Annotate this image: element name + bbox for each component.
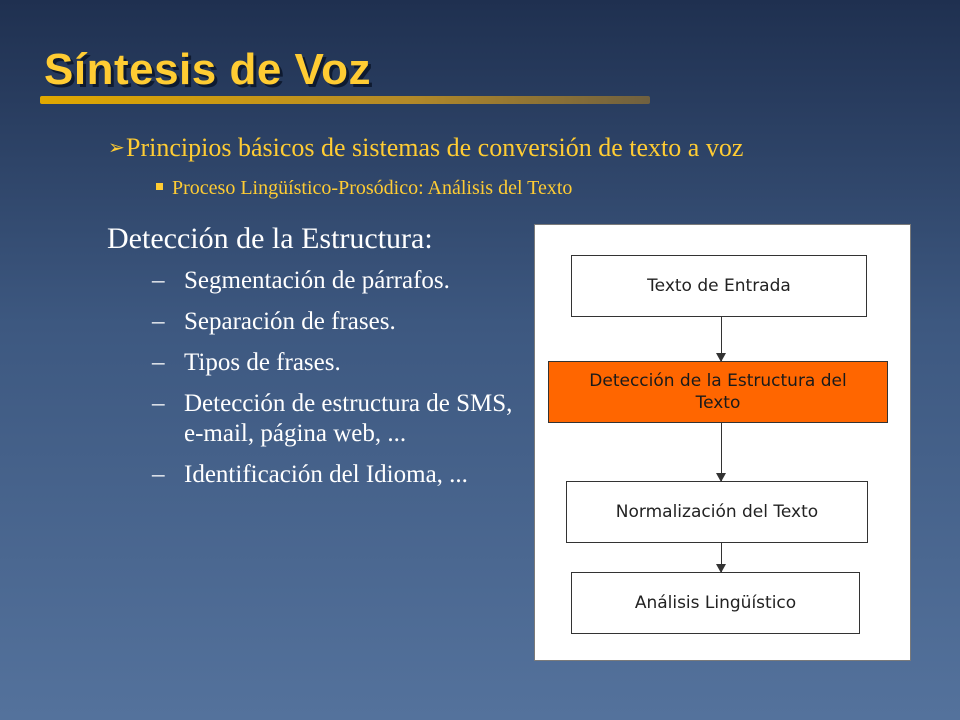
detection-list <box>152 266 522 501</box>
node-deteccion-estructura: Detección de la Estructura del Texto <box>548 361 888 423</box>
list-item: – Identificación del Idioma, ... <box>152 461 468 488</box>
sub-bullet-text: Proceso Lingüístico-Prosódico: Análisis del Texto <box>172 177 573 199</box>
list-item: – Tipos de frases. <box>152 349 341 376</box>
arrow-1 <box>721 317 722 361</box>
flow-diagram <box>534 224 911 661</box>
section-heading: Detección de la Estructura: <box>107 222 433 255</box>
arrow-3 <box>721 543 722 572</box>
slide-title: Síntesis de Voz <box>44 45 371 94</box>
list-item: – Segmentación de párrafos. <box>152 267 450 294</box>
arrow-bullet-icon: ➢ <box>108 135 125 159</box>
square-bullet-icon <box>156 183 163 190</box>
main-bullet <box>108 133 743 163</box>
title-underline <box>40 96 650 104</box>
list-item: – Separación de frases. <box>152 308 396 335</box>
sub-bullet <box>156 177 572 200</box>
main-bullet-text: Principios básicos de sistemas de conversión de texto a voz <box>126 133 744 162</box>
node-texto-de-entrada: Texto de Entrada <box>571 255 867 317</box>
list-item: – Detección de estructura de SMS, e-mail, página web, ... <box>152 390 513 447</box>
arrow-2 <box>721 423 722 481</box>
node-analisis-linguistico: Análisis Lingüístico <box>571 572 860 634</box>
node-normalizacion: Normalización del Texto <box>566 481 868 543</box>
